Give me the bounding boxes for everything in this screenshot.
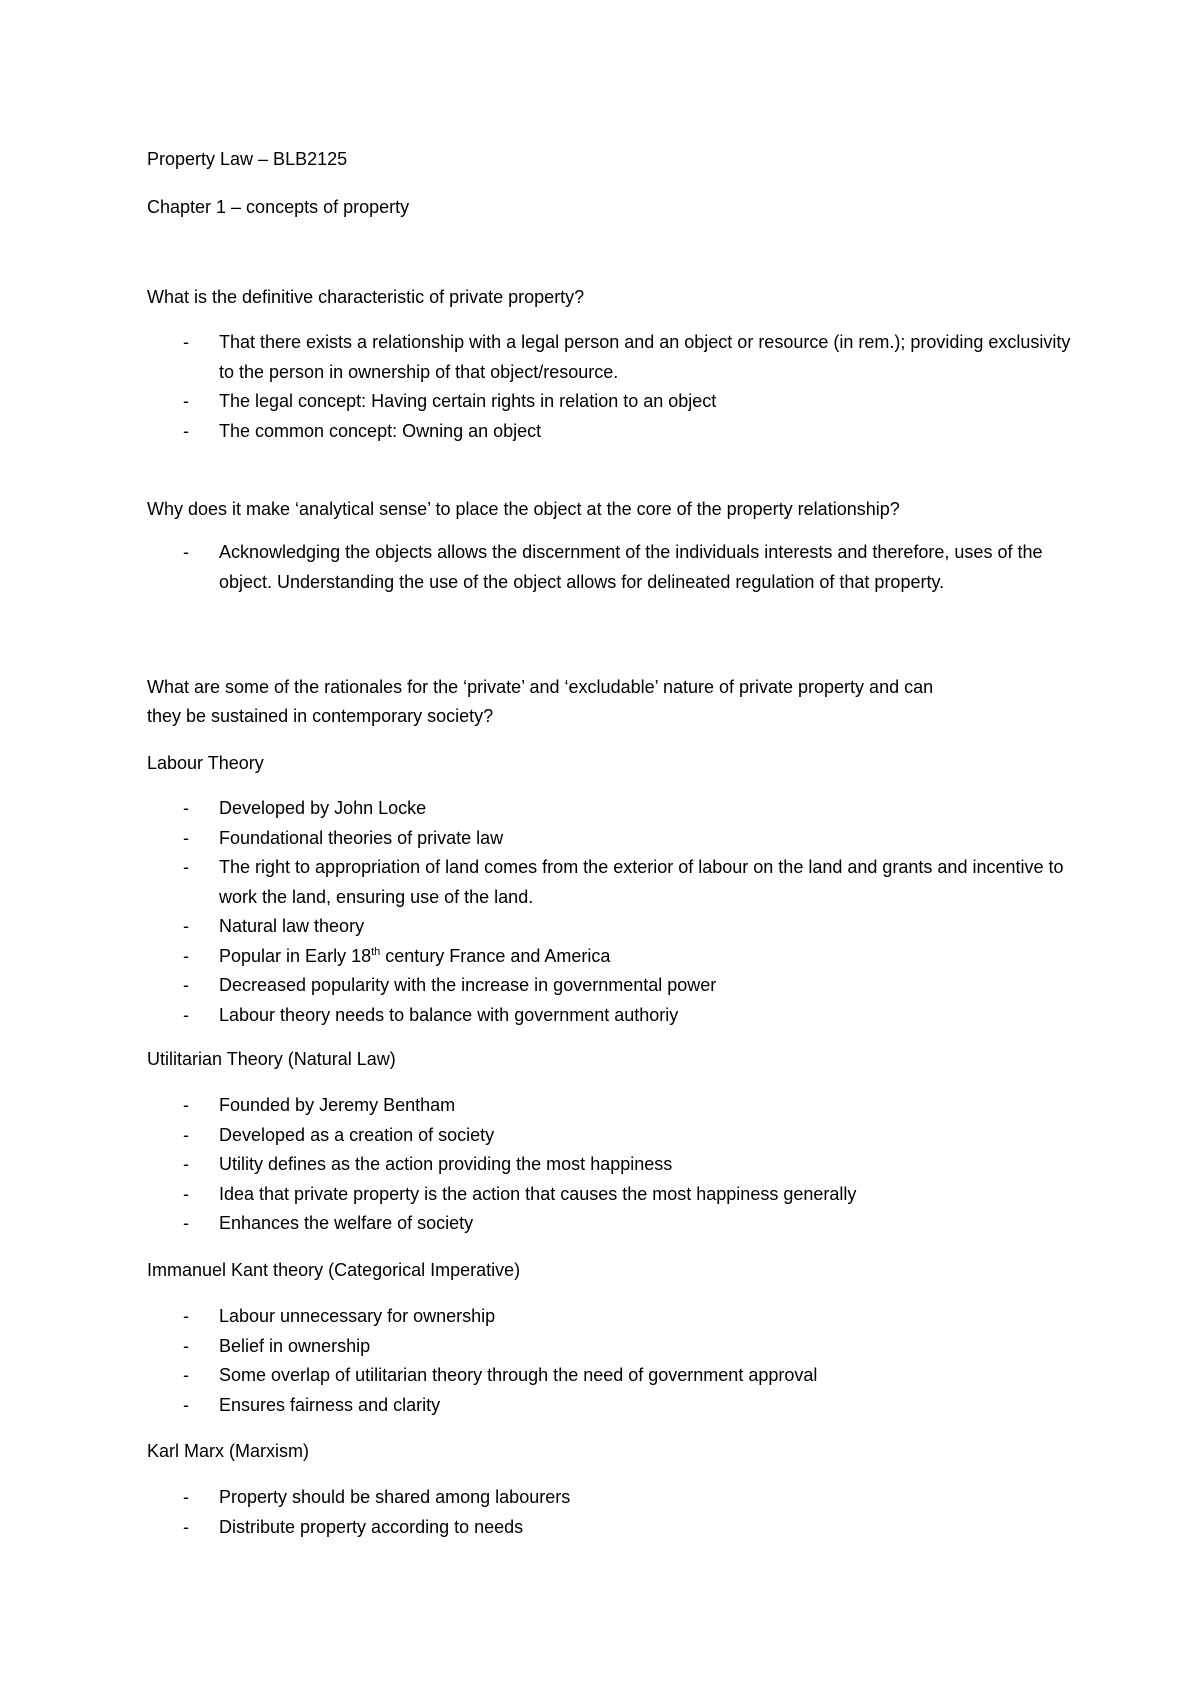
question-1: What is the definitive characteristic of private property? (147, 287, 585, 307)
question-2: Why does it make ‘analytical sense’ to place the object at the core of the property relationship? (147, 499, 900, 519)
list-item (147, 853, 1147, 912)
bullet-text: Utility defines as the action providing the most happiness (219, 1154, 673, 1174)
bullet-text: That there exists a relationship with a legal person and an object or resource (in rem.); providing exclusivity to the person in ownership of that object/resource. (219, 332, 1071, 382)
list-item (147, 1209, 1147, 1239)
theory-heading-utilitarian: Utilitarian Theory (Natural Law) (147, 1049, 396, 1069)
bullet-dash: - (183, 1124, 189, 1145)
utilitarian-theory-bullets (147, 1091, 1147, 1239)
bullet-dash: - (183, 420, 189, 441)
bullet-text: The right to appropriation of land comes from the exterior of labour on the land and grants and incentive to work the land, ensuring use of the land. (219, 857, 1064, 907)
list-item (147, 1001, 1147, 1031)
bullet-text: Founded by Jeremy Bentham (219, 1095, 456, 1115)
bullet-text: Some overlap of utilitarian theory through the need of government approval (219, 1365, 818, 1385)
list-item (147, 328, 1147, 387)
question-1-bullets (147, 328, 1147, 446)
list-item (147, 1121, 1147, 1151)
list-item (147, 1332, 1147, 1362)
bullet-text: Labour unnecessary for ownership (219, 1306, 496, 1326)
ordinal-suffix: th (371, 945, 381, 958)
bullet-text: Property should be shared among labourers (219, 1487, 571, 1507)
bullet-dash: - (183, 798, 189, 818)
bullet-dash: - (183, 1154, 189, 1174)
bullet-text: Decreased popularity with the increase in governmental power (219, 975, 717, 995)
bullet-text: Distribute property according to needs (219, 1516, 524, 1537)
bullet-dash: - (183, 332, 189, 352)
list-item (147, 1180, 1147, 1210)
bullet-dash: - (183, 542, 189, 562)
bullet-dash: - (183, 1394, 189, 1415)
popular-lead: Popular in Early 18 (219, 945, 372, 966)
list-item (147, 1391, 1147, 1421)
list-item (147, 1150, 1147, 1180)
bullet-dash: - (183, 945, 189, 966)
bullet-dash: - (183, 1095, 189, 1115)
bullet-text: Idea that private property is the action that causes the most happiness generally (219, 1183, 857, 1204)
list-item (147, 971, 1147, 1001)
bullet-dash: - (183, 1335, 189, 1356)
bullet-dash: - (183, 975, 189, 995)
list-item (147, 387, 1147, 417)
bullet-dash: - (183, 1306, 189, 1326)
bullet-text-popular (219, 942, 1147, 972)
bullet-text: Acknowledging the objects allows the discernment of the individuals interests and therefore, uses of the object. Understanding the use of the object allows for delineated regulation of that property. (219, 542, 1043, 592)
labour-theory-bullets (147, 794, 1147, 1030)
bullet-dash: - (183, 1365, 189, 1385)
question-3-line-2: they be sustained in contemporary society? (147, 706, 494, 726)
theory-heading-kant: Immanuel Kant theory (Categorical Imperative) (147, 1260, 521, 1280)
list-item (147, 1361, 1147, 1391)
popular-rest: century France and America (380, 945, 611, 966)
list-item (147, 1091, 1147, 1121)
list-item (147, 1302, 1147, 1332)
kant-theory-bullets (147, 1302, 1147, 1420)
bullet-dash: - (183, 1183, 189, 1204)
list-item (147, 1483, 1147, 1513)
list-item (147, 942, 1147, 972)
question-3-line-1: What are some of the rationales for the ‘private’ and ‘excludable’ nature of private property and can (147, 677, 934, 697)
bullet-dash: - (183, 827, 189, 848)
bullet-dash: - (183, 1516, 189, 1537)
theory-heading-labour: Labour Theory (147, 753, 264, 773)
bullet-text: Developed as a creation of society (219, 1124, 495, 1145)
bullet-dash: - (183, 391, 189, 411)
list-item (147, 794, 1147, 824)
document-title: Property Law – BLB2125 (147, 149, 348, 169)
bullet-dash: - (183, 1213, 189, 1233)
bullet-text: The legal concept: Having certain rights in relation to an object (219, 391, 717, 411)
bullet-text: Enhances the welfare of society (219, 1213, 474, 1233)
list-item (147, 538, 1147, 597)
bullet-text: Ensures fairness and clarity (219, 1394, 441, 1415)
bullet-dash: - (183, 1487, 189, 1507)
list-item (147, 417, 1147, 447)
bullet-dash: - (183, 916, 189, 936)
list-item (147, 1513, 1147, 1543)
list-item (147, 824, 1147, 854)
theory-heading-marx: Karl Marx (Marxism) (147, 1441, 309, 1461)
bullet-text: The common concept: Owning an object (219, 420, 542, 441)
bullet-text: Natural law theory (219, 916, 365, 936)
bullet-text: Labour theory needs to balance with government authoriy (219, 1004, 679, 1025)
question-2-bullets (147, 538, 1147, 597)
bullet-dash: - (183, 1004, 189, 1025)
marx-theory-bullets (147, 1483, 1147, 1542)
list-item (147, 912, 1147, 942)
bullet-text: Belief in ownership (219, 1335, 371, 1356)
chapter-heading: Chapter 1 – concepts of property (147, 197, 410, 217)
bullet-text: Developed by John Locke (219, 798, 427, 818)
bullet-dash: - (183, 857, 189, 877)
bullet-text: Foundational theories of private law (219, 827, 504, 848)
